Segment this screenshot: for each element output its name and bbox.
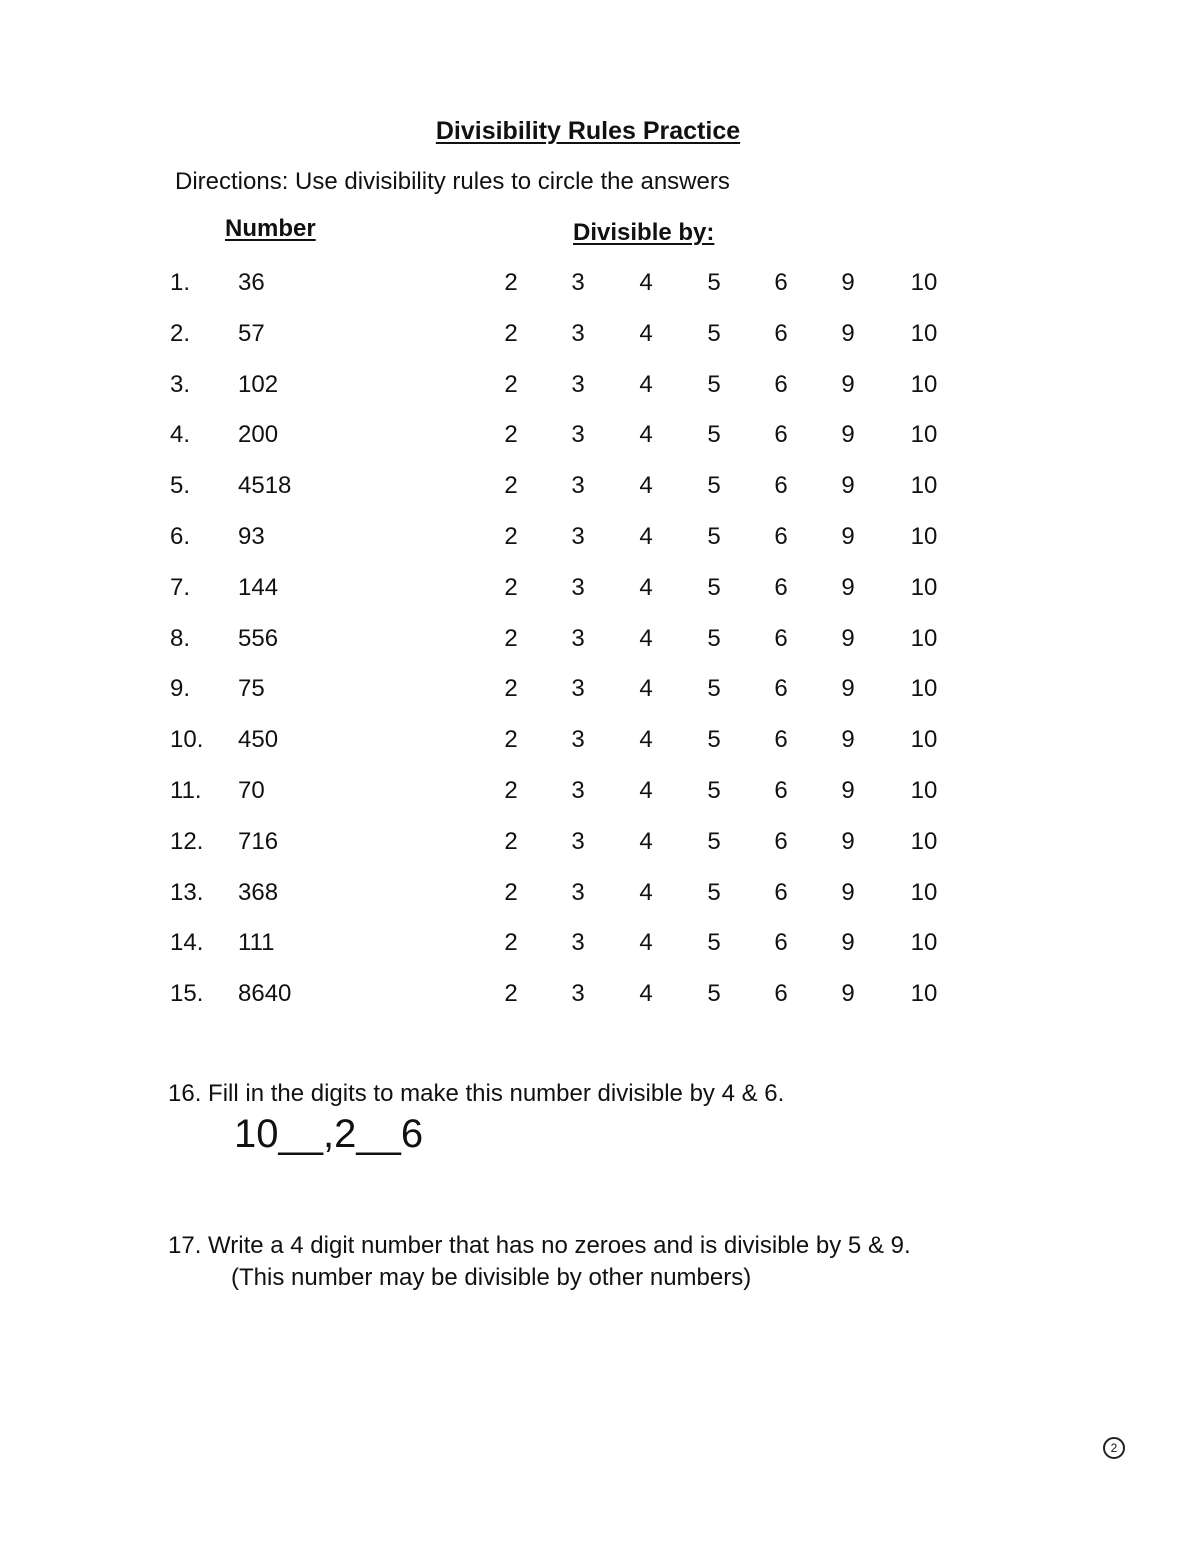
problem-row xyxy=(0,367,1200,418)
problem-label: 9. xyxy=(170,675,191,703)
problem-label: 7. xyxy=(170,573,191,601)
divisor-option[interactable]: 6 xyxy=(774,370,788,398)
divisor-option[interactable]: 6 xyxy=(774,776,788,804)
problem-row xyxy=(0,570,1200,621)
problem-number: 70 xyxy=(238,776,265,804)
divisor-option[interactable]: 4 xyxy=(639,776,653,804)
problem-number: 716 xyxy=(238,827,279,855)
problem-number: 111 xyxy=(238,929,275,957)
divisor-option[interactable]: 10 xyxy=(910,624,938,652)
divisor-option[interactable]: 10 xyxy=(910,421,938,449)
divisor-option[interactable]: 3 xyxy=(571,726,585,754)
problem-number: 200 xyxy=(238,421,279,449)
divisor-option[interactable]: 4 xyxy=(639,726,653,754)
divisor-option[interactable]: 6 xyxy=(774,421,788,449)
divisor-option[interactable]: 3 xyxy=(571,472,585,500)
divisor-option[interactable]: 9 xyxy=(841,675,855,703)
divisor-option[interactable]: 9 xyxy=(841,319,855,347)
worksheet-title: Divisibility Rules Practice xyxy=(435,117,741,145)
divisor-option[interactable]: 5 xyxy=(707,878,721,906)
problem-label: 3. xyxy=(170,370,191,398)
divisor-option[interactable]: 6 xyxy=(774,675,788,703)
problem-row xyxy=(0,519,1200,570)
divisor-option[interactable]: 5 xyxy=(707,472,721,500)
divisor-option[interactable]: 2 xyxy=(504,573,518,601)
divisor-option[interactable]: 9 xyxy=(841,878,855,906)
divisor-option[interactable]: 4 xyxy=(639,421,653,449)
divisor-option[interactable]: 2 xyxy=(504,472,518,500)
divisor-option[interactable]: 9 xyxy=(841,929,855,957)
divisor-option[interactable]: 5 xyxy=(707,827,721,855)
divisor-option[interactable]: 9 xyxy=(841,370,855,398)
problem-number: 556 xyxy=(238,624,279,652)
divisor-option[interactable]: 5 xyxy=(707,370,721,398)
problem-number: 93 xyxy=(238,522,265,550)
divisor-option[interactable]: 4 xyxy=(639,522,653,550)
divisor-option[interactable]: 2 xyxy=(504,319,518,347)
problem-label: 11. xyxy=(170,776,202,804)
divisor-option[interactable]: 10 xyxy=(910,980,938,1008)
divisor-option[interactable]: 9 xyxy=(841,269,855,296)
problem-row xyxy=(0,773,1200,824)
divisor-option[interactable]: 4 xyxy=(639,827,653,855)
divisor-option[interactable]: 3 xyxy=(571,624,585,652)
divisor-option[interactable]: 4 xyxy=(639,624,653,652)
problem-row xyxy=(0,316,1200,367)
divisor-option[interactable]: 6 xyxy=(774,573,788,601)
divisor-option[interactable]: 5 xyxy=(707,319,721,347)
problem-row xyxy=(0,875,1200,926)
divisor-option[interactable]: 5 xyxy=(707,929,721,957)
divisor-option[interactable]: 2 xyxy=(504,776,518,804)
divisor-option[interactable]: 4 xyxy=(639,675,653,703)
problem-number: 4518 xyxy=(238,472,292,500)
divisor-option[interactable]: 2 xyxy=(504,522,518,550)
divisor-option[interactable]: 10 xyxy=(910,370,938,398)
divisor-option[interactable]: 3 xyxy=(571,421,585,449)
directions-text: Directions: Use divisibility rules to circle the answers xyxy=(175,168,730,195)
problem-label: 2. xyxy=(170,319,191,347)
divisor-option[interactable]: 3 xyxy=(571,319,585,347)
divisor-option[interactable]: 2 xyxy=(504,726,518,754)
divisor-option[interactable]: 10 xyxy=(910,319,938,347)
divisor-option[interactable]: 6 xyxy=(774,319,788,347)
divisor-option[interactable]: 3 xyxy=(571,269,585,296)
problem-label: 12. xyxy=(170,827,204,855)
divisor-option[interactable]: 9 xyxy=(841,573,855,601)
divisor-option[interactable]: 2 xyxy=(504,675,518,703)
divisor-option[interactable]: 10 xyxy=(910,269,938,296)
corner-page-mark: 2 xyxy=(1103,1437,1125,1459)
problem-row xyxy=(0,265,1200,316)
divisor-option[interactable]: 5 xyxy=(707,421,721,449)
divisor-option[interactable]: 2 xyxy=(504,878,518,906)
problem-row xyxy=(0,468,1200,519)
divisor-option[interactable]: 5 xyxy=(707,776,721,804)
divisor-option[interactable]: 6 xyxy=(774,878,788,906)
divisor-option[interactable]: 5 xyxy=(707,980,721,1008)
divisor-option[interactable]: 10 xyxy=(910,776,938,804)
question-17-note: (This number may be divisible by other numbers) xyxy=(231,1264,752,1291)
problem-number: 102 xyxy=(238,370,279,398)
problem-label: 1. xyxy=(170,269,191,296)
divisor-option[interactable]: 4 xyxy=(639,980,653,1008)
divisor-option[interactable]: 3 xyxy=(571,929,585,957)
divisor-option[interactable]: 2 xyxy=(504,827,518,855)
divisor-option[interactable]: 3 xyxy=(571,878,585,906)
divisor-option[interactable]: 6 xyxy=(774,269,788,296)
divisor-option[interactable]: 6 xyxy=(774,522,788,550)
divisor-option[interactable]: 10 xyxy=(910,573,938,601)
divisor-option[interactable]: 2 xyxy=(504,370,518,398)
divisor-option[interactable]: 9 xyxy=(841,472,855,500)
divisor-option[interactable]: 10 xyxy=(910,522,938,550)
divisor-option[interactable]: 4 xyxy=(639,319,653,347)
problem-row xyxy=(0,621,1200,672)
divisor-option[interactable]: 3 xyxy=(571,776,585,804)
problem-row xyxy=(0,417,1200,468)
divisor-option[interactable]: 2 xyxy=(504,421,518,449)
question-17-text: 17. Write a 4 digit number that has no zeroes and is divisible by 5 & 9. xyxy=(168,1232,911,1259)
divisor-option[interactable]: 6 xyxy=(774,980,788,1008)
problem-number: 8640 xyxy=(238,980,292,1008)
divisor-option[interactable]: 2 xyxy=(504,269,518,296)
divisor-option[interactable]: 9 xyxy=(841,776,855,804)
problem-label: 10. xyxy=(170,726,204,754)
divisor-option[interactable]: 2 xyxy=(504,929,518,957)
problem-row xyxy=(0,722,1200,773)
problem-label: 6. xyxy=(170,522,191,550)
divisor-option[interactable]: 6 xyxy=(774,827,788,855)
divisor-option[interactable]: 5 xyxy=(707,726,721,754)
problem-row xyxy=(0,671,1200,722)
problem-label: 15. xyxy=(170,980,204,1008)
divisor-option[interactable]: 10 xyxy=(910,472,938,500)
divisor-option[interactable]: 4 xyxy=(639,370,653,398)
divisor-option[interactable]: 9 xyxy=(841,827,855,855)
divisor-option[interactable]: 10 xyxy=(910,929,938,957)
problem-label: 8. xyxy=(170,624,191,652)
problem-row xyxy=(0,976,1200,1027)
divisor-option[interactable]: 4 xyxy=(639,929,653,957)
problem-number: 368 xyxy=(238,878,279,906)
divisor-option[interactable]: 5 xyxy=(707,624,721,652)
number-column-header: Number xyxy=(225,215,316,242)
divisor-option[interactable]: 5 xyxy=(707,675,721,703)
divisor-option[interactable]: 9 xyxy=(841,421,855,449)
problem-number: 75 xyxy=(238,675,265,703)
divisor-option[interactable]: 4 xyxy=(639,472,653,500)
question-16-text: 16. Fill in the digits to make this number divisible by 4 & 6. xyxy=(168,1080,785,1107)
problem-row xyxy=(0,925,1200,976)
divisor-option[interactable]: 10 xyxy=(910,827,938,855)
divisor-option[interactable]: 10 xyxy=(910,726,938,754)
divisor-option[interactable]: 6 xyxy=(774,726,788,754)
divisor-option[interactable]: 2 xyxy=(504,624,518,652)
problem-label: 14. xyxy=(170,929,204,957)
problem-number: 57 xyxy=(238,319,265,347)
divisor-option[interactable]: 4 xyxy=(639,573,653,601)
divisor-option[interactable]: 9 xyxy=(841,726,855,754)
divisor-option[interactable]: 3 xyxy=(571,827,585,855)
divisor-option[interactable]: 5 xyxy=(707,522,721,550)
divisor-option[interactable]: 3 xyxy=(571,980,585,1008)
divisor-option[interactable]: 5 xyxy=(707,269,721,296)
divisor-option[interactable]: 3 xyxy=(571,370,585,398)
problem-number: 36 xyxy=(238,269,265,296)
divisor-option[interactable]: 5 xyxy=(707,573,721,601)
divisor-option[interactable]: 9 xyxy=(841,624,855,652)
problem-number: 144 xyxy=(238,573,279,601)
divisor-option[interactable]: 2 xyxy=(504,980,518,1008)
problem-label: 13. xyxy=(170,878,204,906)
divisor-option[interactable]: 3 xyxy=(571,522,585,550)
divisor-option[interactable]: 9 xyxy=(841,522,855,550)
divisor-option[interactable]: 3 xyxy=(571,675,585,703)
problem-list xyxy=(0,265,1200,1027)
divisor-option[interactable]: 4 xyxy=(639,269,653,296)
problem-label: 5. xyxy=(170,472,191,500)
question-16-number: 10__,2__6 xyxy=(234,1112,424,1156)
problem-label: 4. xyxy=(170,421,191,449)
problem-row xyxy=(0,824,1200,875)
divisor-option[interactable]: 4 xyxy=(639,878,653,906)
problem-number: 450 xyxy=(238,726,279,754)
divisor-option[interactable]: 10 xyxy=(910,675,938,703)
divisor-option[interactable]: 9 xyxy=(841,980,855,1008)
divisor-option[interactable]: 10 xyxy=(910,878,938,906)
divisor-option[interactable]: 6 xyxy=(774,624,788,652)
divisor-option[interactable]: 6 xyxy=(774,472,788,500)
divisor-option[interactable]: 6 xyxy=(774,929,788,957)
divisible-by-column-header: Divisible by: xyxy=(573,219,715,246)
divisor-option[interactable]: 3 xyxy=(571,573,585,601)
